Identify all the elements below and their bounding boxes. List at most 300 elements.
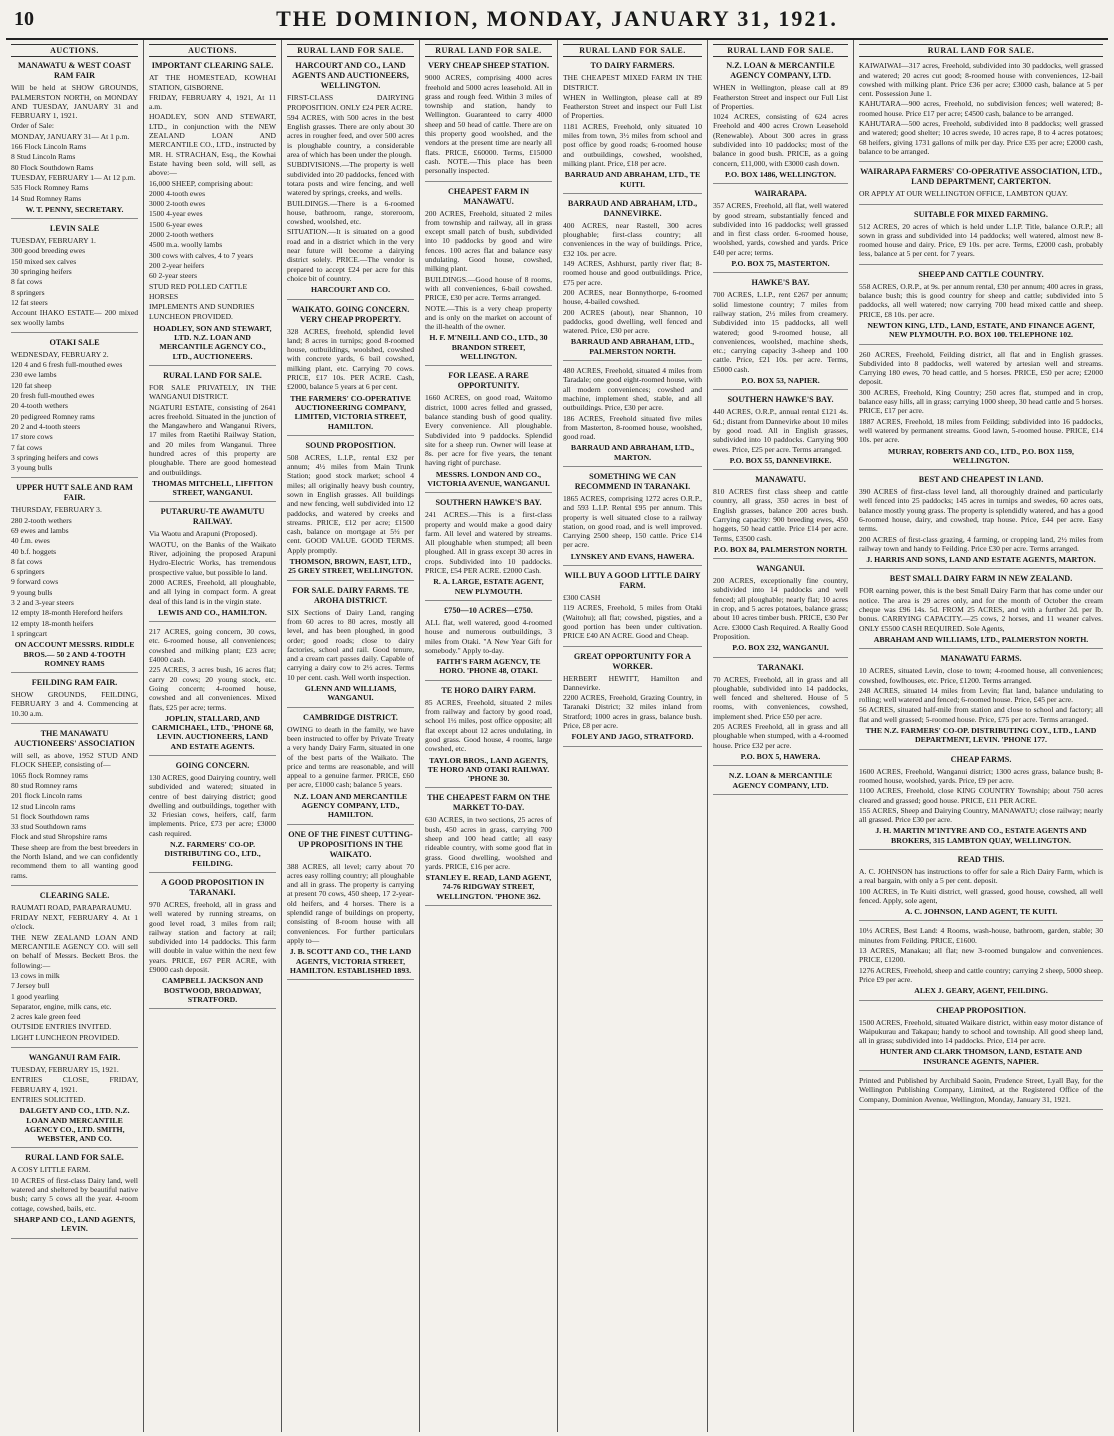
ad-line: 1600 ACRES, Freehold, Wanganui district; 1300 acres grass, balance bush; 8-roomed house, woolshed, yards. Price, £9 per acre. <box>859 766 1103 785</box>
ad-line: 3 young bulls <box>11 463 53 473</box>
column-1 <box>6 40 144 1432</box>
ad-line: 1 good yearling <box>11 991 59 1001</box>
ad-line: HORSES <box>149 291 179 301</box>
ad-line: 51 flock Southdown rams <box>11 811 90 821</box>
ad-line: 149 ACRES, Ashhurst, partly river flat; 8-roomed house and good outbuildings. Price, £75 per acre. <box>563 259 702 287</box>
advertisement <box>713 61 848 184</box>
ad-line: 357 ACRES, Freehold, all flat, well watered by good stream, substantially fenced and subdivided into 16 paddocks; well grassed and in first class order. 6-roomed house, woolshed, yards, cowshed and yards. Price £40 per acre; terms. <box>713 201 848 257</box>
ad-line: 630 ACRES, in two sections, 25 acres of bush, 450 acres in grass, carrying 700 sheep and 100 head cattle; all easy rideable country, with some good flat in grass. Good dwelling, woolshed and yards. PRICE, £16 per acre. <box>425 815 552 871</box>
ad-heading: HARCOURT AND CO., LAND AGENTS AND AUCTIONEERS, WELLINGTON. <box>292 61 409 91</box>
ad-line: KAIWAIWAI—317 acres, Freehold, subdivided into 30 paddocks, well grassed and watered; 20 acres cut good; 8-roomed house with conveniences, 12-bail cowshed with milking plant. Price £36 per acre; £3000 cash, balance at 5 per cent. Possession June 1. <box>859 61 1103 99</box>
advertisement <box>11 678 138 724</box>
ad-line: 80 Flock Southdown Rams <box>11 162 94 172</box>
advertisement <box>859 350 1103 471</box>
ad-line: ALL flat, well watered, good 4-roomed house and numerous outbuildings, 3 miles from Otaki. "A New Year Gift for somebody." Apply to-day. <box>425 617 552 655</box>
ad-heading: THE MANAWATU AUCTIONEERS' ASSOCIATION <box>14 729 135 749</box>
ad-line: A COSY LITTLE FARM. <box>11 1165 91 1175</box>
column-5 <box>558 40 708 1432</box>
ad-line: RAUMATI ROAD, PARAPARAUMU. <box>11 902 132 912</box>
ad-line: 1500 ACRES, Freehold, situated Waikare district, within easy motor distance of Waipukurau and Takapau; handy to school and township. All good sheep land, all in grass; subdivided into 14 paddocks. Price, £14 per acre. <box>859 1017 1103 1046</box>
advertisement <box>859 1006 1103 1071</box>
ad-line: 150 mixed sex calves <box>11 256 77 266</box>
ad-agent: P.O. BOX 55, DANNEVIRKE. <box>729 455 832 465</box>
ad-line: 40 f.m. ewes <box>11 536 50 546</box>
ad-heading: LEVIN SALE <box>49 224 100 234</box>
advertisement <box>563 199 702 361</box>
ad-line: 200 ACRES (about), near Shannon, 10 paddocks, good dwelling, well fenced and watered. Price, £30 per acre. <box>563 307 702 336</box>
ad-line: 508 ACRES, L.I.P., rental £32 per annum; 4½ miles from Main Trunk Station; good stock market; school 4 miles; all originally heavy bush country, sown in English grasses. All buildings and new fencing, well subdivided into 12 paddocks, and watered by creeks and streams. PRICE, £12 per acre; £1500 cash, balance on mortgage at 5½ per cent. GOOD VALUE. GOOD TERMS. Apply promptly. <box>287 452 414 555</box>
ad-heading: TE HORO DAIRY FARM. <box>441 685 536 695</box>
advertisement <box>425 793 552 906</box>
ad-line: 200 ACRES, Freehold, situated 2 miles from township and railway, all in grass except small patch of bush, subdivided into 10 paddocks by good and wire fences. 100 acres flat and balance easy undulating. Good house, cowshed, milking plant. <box>425 208 552 274</box>
ad-line: 328 ACRES, freehold, splendid level land; 8 acres in turnips; good 8-roomed house, outbuildings, woolshed, cowshed with concrete yards, 6 bail cowshed, milking plant, etc. Carrying 70 cows. PRICE, £17 10s. PER ACRE. Cash, £2000, balance 5 years at 6 per cent. <box>287 326 414 392</box>
ad-heading: WILL BUY A GOOD LITTLE DAIRY FARM. <box>564 571 701 591</box>
ad-line: ENTRIES SOLICITED. <box>11 1094 86 1104</box>
ad-line: 200 ACRES of first-class grazing, 4 farming, or cropping land, 2½ miles from railway town and handy to Feilding. Price £30 per acre. Terms arranged. <box>859 534 1103 553</box>
ad-heading: HAWKE'S BAY. <box>751 278 810 288</box>
ad-line: 2 acres kale green feed <box>11 1012 81 1022</box>
advertisement <box>425 686 552 789</box>
ad-agent: P.O. BOX 1486, WELLINGTON. <box>725 169 836 179</box>
ad-line: 1660 ACRES, on good road, Waitomo district, 1000 acres felled and grassed, balance standing bush of good quality. Every convenience. All ploughable. Subdivided into 9 paddocks. Splendid site for a sheep run. Owner will lease at 8s. per acre for five years, the tenant having right of purchase. <box>425 393 552 468</box>
page-title: THE DOMINION, MONDAY, JANUARY 31, 1921. <box>276 6 838 31</box>
ad-heading: BEST SMALL DAIRY FARM IN NEW ZEALAND. <box>889 574 1073 584</box>
advertisement <box>149 627 276 756</box>
ad-heading: A GOOD PROPOSITION IN TARANAKI. <box>160 877 265 897</box>
ad-line: 480 ACRES, Freehold, situated 4 miles from Taradale; one good eight-roomed house, with all modern conveniences; cowshed and machine, implement shed, stable, and all outbuildings. Price, £30 per acre. <box>563 366 702 413</box>
ad-heading: READ THIS. <box>957 855 1005 864</box>
ad-line: 12 fat steers <box>11 297 48 307</box>
ad-heading: VERY CHEAP SHEEP STATION. <box>427 61 550 71</box>
column-2 <box>144 40 282 1432</box>
advertisement <box>859 167 1103 204</box>
ad-line: 80 stud Romney rams <box>11 780 78 790</box>
ad-line: OWING to death in the family, we have been instructed to offer by Private Treaty a very handy Dairy Farm, situated in one of the best parts of the Waikato. The price and terms are reasonable, and will appeal to a genuine farmer. PRICE, £60 per acre, £1000 cash; balance 5 years. <box>287 724 414 790</box>
advertisement <box>11 1053 138 1148</box>
ad-heading: ONE OF THE FINEST CUTTING-UP PROPOSITIONS IN THE WAIKATO. <box>288 829 413 859</box>
advertisement <box>11 729 138 886</box>
ad-line: SHOW GROUNDS, FEILDING, FEBRUARY 3 and 4. Commencing at 10.30 a.m. <box>11 690 138 718</box>
advertisement <box>425 606 552 681</box>
ad-line: 7 Jersey bull <box>11 981 50 991</box>
advertisement <box>425 498 552 601</box>
advertisement <box>287 305 414 436</box>
ad-heading: TARANAKI. <box>757 662 804 672</box>
advertisement <box>149 61 276 366</box>
ad-agent: P.O. BOX 75, MASTERTON. <box>731 259 830 269</box>
ad-line: LIGHT LUNCHEON PROVIDED. <box>11 1032 120 1042</box>
ad-heading: WAIRARAPA FARMERS' CO-OPERATIVE ASSOCIATION, LTD., LAND DEPARTMENT, CARTERTON. <box>860 167 1102 187</box>
ad-line: 13 ACRES, Manakau; all flat; new 3-roomed bungalow and conveniences. PRICE, £1200. <box>859 946 1103 965</box>
advertisement <box>713 564 848 657</box>
ad-line: IMPLEMENTS AND SUNDRIES <box>149 302 255 312</box>
ad-line: FOR SALE PRIVATELY, IN THE WANGANUI DISTRICT. <box>149 382 276 402</box>
ad-agent: R. A. LARGE, ESTATE AGENT, NEW PLYMOUTH. <box>433 577 544 596</box>
ad-line: 1887 ACRES, Freehold, 18 miles from Feilding; subdivided into 16 paddocks, well watered by permanent streams. Good lawn, 5-roomed house. PRICE, £14 10s. per acre. <box>859 416 1103 445</box>
advertisement <box>287 713 414 825</box>
section-heading: AUCTIONS. <box>149 44 276 57</box>
ad-line: 558 ACRES, O.R.P., at 9s. per annum rental, £30 per annum; 400 acres in grass, balance bush; this is good country for sheep and cattle; subdivided into 5 paddocks, all well watered; now carrying 700 head mixed cattle and sheep. PRICE, £8 10s. per acre. <box>859 281 1103 319</box>
ad-line: FOR earning power, this is the best Small Dairy Farm that has come under our notice. The area is 29 acres only, and for the month of October the cream cheque was £96 14s. 5d. FROM 25 ACRES, and with a further 2d. per lb. bonus. CARRYING CAPACITY.—25 cows, 2 horses, and 11 weaner calves. ONLY £5500 CASH REQUIRED. Sole Agents, <box>859 586 1103 633</box>
ad-line: 10 ACRES of first-class Dairy land, well watered and sheltered by beautiful native bush; carry 5 cows all the year. 4-room cottage, cowshed, bails, etc. <box>11 1175 138 1213</box>
ad-agent: HOADLEY, SON AND STEWART, LTD. N.Z. LOAN AND MERCANTILE AGENCY CO., LTD., AUCTIONEERS. <box>153 323 272 361</box>
ad-heading: CHEAPEST FARM IN MANAWATU. <box>447 186 530 206</box>
ad-line: HOADLEY, SON AND STEWART, LTD., in conjunction with the NEW ZEALAND LOAN AND MERCANTILE CO., LTD., instructed by MR. H. STRACHAN, Esq., the Kowhai Estate having been sold, will sell, as above:— <box>149 112 276 178</box>
ad-heading: SOUTHERN HAWKE'S BAY. <box>727 395 834 405</box>
ad-line: 14 Stud Romney Rams <box>11 193 82 203</box>
advertisement <box>713 475 848 559</box>
ad-line: 9000 ACRES, comprising 4000 acres freehold and 5000 acres leasehold. All in grass and rough feed. Within 3 miles of township and station, handy to Wellington. Guaranteed to carry 4000 sheep and 50 head of cattle. There are on this property good woolshed, and the vendors at the present time are nearly all flats. PRICE, £60000. Terms, £15000 cash. NOTE.—This place has been personally inspected. <box>425 73 552 176</box>
ad-line: 970 ACRES, freehold, all in grass and well watered by running streams, on good level road, 3 miles from rail; railway station and factory at rail; subdivided into 14 paddocks. This farm will double in value within the next few years. PRICE, £67 PER ACRE, with £9000 cash deposit. <box>149 899 276 975</box>
ad-line: 201 flock Lincoln rams <box>11 791 83 801</box>
ad-line: 594 ACRES, with 500 acres in the best English grasses. There are only about 30 acres in rougher feed, and over 500 acres is ploughable country, a considerable area of which has been under the plough. <box>287 112 414 160</box>
ad-line: 390 ACRES of first-class level land, all thoroughly drained and particularly well fenced into 25 paddocks; 145 acres in turnips and swedes, 60 acres oats, balance mostly young grass. The property is splendidly watered, and has a good 6-roomed house, dairy, and cowshed, trap house. Price, £44 per acre. Easy terms. <box>859 487 1103 534</box>
ad-line: SUBDIVISIONS.—The property is well subdivided into 20 paddocks, fenced with totara posts and wire fencing, and well watered by springs, creeks, and wells. <box>287 160 414 198</box>
section-heading: AUCTIONS. <box>11 44 138 57</box>
ad-heading: MANAWATU & WEST COAST RAM FAIR <box>17 61 132 81</box>
ad-line: 400 ACRES, near Rastell, 300 acres ploughable; first-class country; all conveniences in the way of buildings. Price, £32 10s. per acre. <box>563 220 702 258</box>
ad-agent: N.Z. LOAN AND MERCANTILE AGENCY COMPANY, LTD., HAMILTON. <box>293 791 408 820</box>
advertisement <box>563 571 702 646</box>
ad-line: TUESDAY, FEBRUARY 1. <box>11 236 96 246</box>
ad-agent: BARRAUD AND ABRAHAM, LTD., TE KUITI. <box>564 170 701 189</box>
ad-line: 30 springing heifers <box>11 267 72 277</box>
ad-agent: SHARP AND CO., LAND AGENTS, LEVIN. <box>13 1214 136 1234</box>
ad-agent: W. T. PENNY, SECRETARY. <box>25 204 124 214</box>
advertisement <box>563 366 702 467</box>
ad-line: 119 ACRES, Freehold, 5 miles from Otaki (Waitohu); all flat; cowshed, pigsties, and a good portion has been under cultivation. PRICE £40 AN ACRE. Good and Cheap. <box>563 603 702 641</box>
ad-line: Order of Sale: <box>11 121 55 131</box>
ad-line: 3 2 and 3-year steers <box>11 598 74 608</box>
ad-agent: P.O. BOX 53, NAPIER. <box>741 376 820 386</box>
ad-heading: IMPORTANT CLEARING SALE. <box>151 61 274 71</box>
ad-line: Printed and Published by Archibald Saoin, Prudence Street, Lyall Bay, for the Wellington Publishing Company, Limited, at the Registered Office of the Company, Dominion Avenue, Wellington, Monday, January 31, 1921. <box>859 1076 1103 1104</box>
ad-line: FRIDAY, FEBRUARY 4, 1921, At 11 a.m. <box>149 92 276 112</box>
ad-line: 248 ACRES, situated 14 miles from Levin; flat land, balance undulating to rolling; well watered and fenced; 6-roomed house. Price, £45 per acre. <box>859 685 1103 705</box>
column-3 <box>282 40 420 1432</box>
ad-line: 186 ACRES, Freehold situated five miles from Masterton, 8-roomed house, woolshed, good road. <box>563 413 702 442</box>
advertisement <box>287 61 414 299</box>
ad-line: 10 ACRES, situated Levin, close to town; 4-roomed house, all conveniences; cowshed, fowlhouses, etc. Price, £1200. Terms arranged. <box>859 666 1103 685</box>
section-heading: RURAL LAND FOR SALE. <box>713 44 848 57</box>
advertisement <box>563 652 702 747</box>
ad-line: 200 2-year heifers <box>149 260 205 270</box>
ad-line: will sell, as above, 1952 STUD AND FLOCK SHEEP, consisting of— <box>11 751 138 770</box>
ad-line: TUESDAY, FEBRUARY 1— At 12 p.m. <box>11 172 136 182</box>
ad-agent: P.O. BOX 84, PALMERSTON NORTH. <box>713 544 847 554</box>
ad-agent: J. B. SCOTT AND CO., THE LAND AGENTS, VICTORIA STREET, HAMILTON. ESTABLISHED 1893. <box>289 947 412 975</box>
advertisement <box>859 210 1103 265</box>
ad-line: 9 forward cows <box>11 577 59 587</box>
ad-heading: WAIRARAPA. <box>754 189 807 199</box>
section-heading: RURAL LAND FOR SALE. <box>859 44 1103 57</box>
ad-agent: BARRAUD AND ABRAHAM, LTD., PALMERSTON NORTH. <box>570 337 695 356</box>
ad-heading: SHEEP AND CATTLE COUNTRY. <box>918 269 1044 279</box>
ad-line: 85 ACRES, Freehold, situated 2 miles from railway and factory by good road, school 1½ miles, post office opposite; all flat except about 12 acres undulating, in good grass. Good house, 4 rooms, large cowshed, etc. <box>425 697 552 754</box>
ad-line: 1024 ACRES, consisting of 624 acres Freehold and 400 acres Crown Leasehold (Renewable). About 300 acres in grass subdivided into 10 paddocks; most of the balance in good bush. PRICE, as a going concern, £11,000, with £3000 cash down. <box>713 112 848 168</box>
advertisement <box>11 338 138 479</box>
advertisement <box>859 475 1103 569</box>
columns <box>6 40 1108 1432</box>
ad-agent: THOMSON, BROWN, EAST, LTD., 25 GREY STREET, WELLINGTON. <box>288 557 413 576</box>
advertisement <box>713 663 848 767</box>
ad-line: 200 ACRES, near Bonnythorpe, 6-roomed house, 4-bailed cowshed. <box>563 287 702 307</box>
advertisement <box>149 507 276 622</box>
ad-heading: RURAL LAND FOR SALE. <box>163 370 262 380</box>
ad-line: BUILDINGS.—Good house of 8 rooms, with all conveniences, 6-bail cowshed. PRICE, £30 per acre. Terms arranged. <box>425 274 552 303</box>
ad-agent: CAMPBELL JACKSON AND BOSTWOOD, BROADWAY, STRATFORD. <box>161 976 264 1004</box>
ad-line: THURSDAY, FEBRUARY 3. <box>11 505 102 515</box>
ad-line: SIX Sections of Dairy Land, ranging from 60 acres to 80 acres, mostly all level, and has been ploughed, in good order; good roads; close to dairy factories, school and rail. Good tenure, and a cream cart passes daily. Capable of carrying a dairy cow to 2½ acres. Terms 10 per cent. cash. Well worth inspection. <box>287 607 414 682</box>
advertisement <box>11 1153 138 1238</box>
ad-line: 70 ACRES, Freehold, all in grass and all ploughable, subdivided into 14 paddocks, well fenced and sheltered. House of 5 rooms, with conveniences, cowshed, implement shed. Price £50 per acre. <box>713 674 848 721</box>
ad-line: Via Waotu and Arapuni (Proposed). <box>149 529 258 539</box>
ad-agent: N.Z. LOAN & MERCANTILE AGENCY COMPANY, LTD. <box>728 771 833 790</box>
ad-agent: THE N.Z. FARMERS' CO-OP. DISTRIBUTING COY., LTD., LAND DEPARTMENT, LEVIN. 'PHONE 177. <box>865 726 1097 745</box>
ad-heading: WANGANUI RAM FAIR. <box>28 1053 121 1063</box>
ad-line: 20 2 and 4-tooth steers <box>11 421 81 431</box>
advertisement <box>859 755 1103 850</box>
ad-line: FIRST-CLASS DAIRYING PROPOSITION. ONLY £24 PER ACRE. <box>287 93 414 112</box>
column-7 <box>854 40 1108 1432</box>
ad-heading: RURAL LAND FOR SALE. <box>25 1153 124 1163</box>
ad-line: 535 Flock Romney Rams <box>11 183 89 193</box>
ad-line: 9 young bulls <box>11 587 53 597</box>
ad-line: LUNCHEON PROVIDED. <box>149 312 233 322</box>
ad-line: 12 empty 18-month heifers <box>11 618 94 628</box>
masthead <box>6 0 1108 40</box>
ad-line: AT THE HOMESTEAD, KOWHAI STATION, GISBORNE. <box>149 73 276 92</box>
ad-heading: CAMBRIDGE DISTRICT. <box>303 712 398 722</box>
ad-agent: MURRAY, ROBERTS AND CO., LTD., P.O. BOX 1159, WELLINGTON. <box>888 446 1074 465</box>
ad-agent: LEWIS AND CO., HAMILTON. <box>158 607 267 617</box>
ad-line: 2200 ACRES, Freehold, Grazing Country, in Taranaki District; 32 miles inland from Stratford; 1000 acres in grass, balance bush. Price, £8 per acre. <box>563 693 702 731</box>
ad-line: 120 4 and 6 fresh full-mouthed ewes <box>11 360 123 370</box>
ad-heading: WAIKATO. GOING CONCERN. VERY CHEAP PROPERTY. <box>291 304 410 324</box>
ad-line: 700 ACRES, L.I.P., rent £267 per annum; solid limestone country; 7 miles from railway station, 2½ miles from creamery. Subdivided into 15 paddocks, all well watered; good 9-roomed house, all conveniences, woolshed, machine sheds, etc.; carrying capacity 3-sheep and 100 cattle. Price, £21 10s. per acre. Terms, £5000 cash. <box>713 290 848 374</box>
ad-agent: FAITH'S FARM AGENCY, TE HORO. 'PHONE 48, OTAKI. <box>436 657 541 676</box>
ad-line: Will be held at SHOW GROUNDS, PALMERSTON NORTH, on MONDAY AND TUESDAY, JANUARY 31 and FEBRUARY 1, 1921. <box>11 83 138 121</box>
ad-line: 3000 2-tooth ewes <box>149 199 206 209</box>
advertisement <box>859 855 1103 921</box>
ad-line: 1500 4-year ewes <box>149 209 203 219</box>
ad-line: 12 stud Lincoln rams <box>11 801 76 811</box>
ad-line: 130 ACRES, good Dairying country, well subdivided and watered; situated in centre of best dairying district; good dwelling and outbuildings, together with 32 Friesian cows, heifers, calf, farm implements. Price, £73 per acre; £3000 cash required. <box>149 773 276 838</box>
ad-agent: P.O. BOX 232, WANGANUI. <box>732 643 829 653</box>
ad-agent: J. H. MARTIN M'INTYRE AND CO., ESTATE AGENTS AND BROKERS, 315 LAMBTON QUAY, WELLINGTON. <box>875 826 1087 845</box>
ad-agent: HARCOURT AND CO. <box>310 285 391 295</box>
ad-heading: BARRAUD AND ABRAHAM, LTD., DANNEVIRKE. <box>567 198 698 218</box>
ad-heading: PUTARURU-TE AWAMUTU RAILWAY. <box>160 507 265 527</box>
ad-line: 4500 m.a. woolly lambs <box>149 240 223 250</box>
advertisement <box>563 472 702 566</box>
ad-agent: ALEX J. GEARY, AGENT, FEILDING. <box>914 986 1048 996</box>
advertisement <box>713 189 848 273</box>
ad-line: 12 empty 18-month Hereford heifers <box>11 608 123 618</box>
ad-line: 56 ACRES, situated half-mile from station and close to school and factory; all flat and well grassed; 5-roomed house. Price, £75 per acre. Terms arranged. <box>859 705 1103 724</box>
ad-heading: OTAKI SALE <box>49 337 100 347</box>
ad-agent: A. C. JOHNSON, LAND AGENT, TE KUITI. <box>904 907 1058 917</box>
ad-line: 20 fresh full-mouthed ewes <box>11 391 95 401</box>
ad-agent: STANLEY E. READ, LAND AGENT, 74-76 RIDGWAY STREET, WELLINGTON. 'PHONE 362. <box>425 873 552 901</box>
ad-agent: P.O. BOX 5, HAWERA. <box>740 751 821 761</box>
ad-heading: GREAT OPPORTUNITY FOR A WORKER. <box>573 651 692 671</box>
advertisement <box>425 187 552 367</box>
ad-line: 2000 2-tooth wethers <box>149 230 214 240</box>
ad-line: 8 fat cows <box>11 277 43 287</box>
ad-line: 3 springing heifers and cows <box>11 452 99 462</box>
ad-agent: DALGETY AND CO., LTD. N.Z. LOAN AND MERCANTILE AGENCY CO., LTD. SMITH, WEBSTER, AND CO. <box>19 1106 130 1144</box>
ad-line: 120 fat sheep <box>11 380 52 390</box>
column-6 <box>708 40 854 1432</box>
ad-line: 200 ACRES, exceptionally fine country, subdivided into 14 paddocks and well fenced; all ploughable; nearly flat; 10 acres in crop, and 5 acres potatoes, balance grass; about 10 acres timber bush. PRICE, £30 Per Acre. £3000 Cash Required. A Really Good Proposition. <box>713 576 848 641</box>
advertisement <box>859 270 1103 345</box>
advertisement <box>11 61 138 219</box>
ad-agent: LYNSKEY AND EVANS, HAWERA. <box>570 551 695 561</box>
ad-line: 2000 ACRES, Freehold, all ploughable, and all lying in compact form. A great deal of this land is in the virgin state. <box>149 577 276 606</box>
ad-agent: HUNTER AND CLARK THOMSON, LAND, ESTATE AND INSURANCE AGENTS, NAPIER. <box>879 1047 1083 1066</box>
ad-line: 10½ ACRES, Best Land: 4 Rooms, wash-house, bathroom, garden, stable; 30 minutes from Feilding. PRICE, £1600. <box>859 926 1103 945</box>
ad-heading: SOUTHERN HAWKE'S BAY. <box>435 498 542 508</box>
ad-line: 155 ACRES, Sheep and Dairying Country, MANAWATU; close railway; nearly all grassed. Price £30 per acre. <box>859 805 1103 825</box>
ad-agent: ABRAHAM AND WILLIAMS, LTD., PALMERSTON NORTH. <box>873 634 1089 644</box>
ad-line: A. C. JOHNSON has instructions to offer for sale a Rich Dairy Farm, which is a real bargain, with only a 5 per cent. deposit. <box>859 867 1103 886</box>
ad-line: 8 Stud Lincoln Rams <box>11 152 76 162</box>
advertisement <box>149 761 276 873</box>
advertisement <box>859 574 1103 649</box>
ad-agent: THOMAS MITCHELL, LIFFITON STREET, WANGANUI. <box>152 478 273 498</box>
ad-line: WHEN in Wellington, please call at 89 Featherston Street and inspect our Full List of Properties. <box>713 83 848 111</box>
ad-line: THE CHEAPEST MIXED FARM IN THE DISTRICT. <box>563 73 702 92</box>
ad-line: FRIDAY NEXT, FEBRUARY 4. At 1 o'clock. <box>11 913 138 932</box>
ad-heading: SOUND PROPOSITION. <box>305 440 396 450</box>
ad-line: 440 ACRES, O.R.P., annual rental £121 4s. 6d.; distant from Dannevirke about 10 miles by good road. All in English grasses, subdivided into 10 paddocks. Carrying 900 ewes. Price, £25 per acre. Terms arranged. <box>713 407 848 454</box>
ad-line: MONDAY, JANUARY 31— At 1 p.m. <box>11 131 130 141</box>
ad-agent: BARRAUD AND ABRAHAM, LTD., MARTON. <box>570 443 695 462</box>
ad-heading: CLEARING SALE. <box>39 890 110 900</box>
ad-line: Separator, engine, milk cans, etc. <box>11 1001 112 1011</box>
ad-line: HERBERT HEWITT, Hamilton and Dannevirke. <box>563 673 702 692</box>
page-number: 10 <box>14 7 34 30</box>
ad-line: 166 Flock Lincoln Rams <box>11 142 87 152</box>
section-heading: RURAL LAND FOR SALE. <box>563 44 702 57</box>
ad-line: 1276 ACRES, Freehold, sheep and cattle country; carrying 2 sheep, 5000 sheep. Price £9 per acre. <box>859 965 1103 984</box>
ad-line: 300 cows with calves, 4 to 7 years <box>149 250 254 260</box>
ad-line: BUILDINGS.—There is a 6-roomed house, bathroom, range, storeroom, cowshed, woolshed, etc. <box>287 198 414 227</box>
ad-line: 69 ewes and lambs <box>11 525 69 535</box>
ad-agent: THE FARMERS' CO-OPERATIVE AUCTIONEERING COMPANY, LIMITED, VICTORIA STREET, HAMILTON. <box>290 393 411 431</box>
ad-line: 300 good breeding ewes <box>11 246 86 256</box>
advertisement <box>713 395 848 470</box>
advertisement <box>287 586 414 708</box>
ad-heading: £750—10 ACRES—£750. <box>444 605 533 615</box>
ad-agent: TAYLOR BROS., LAND AGENTS, TE HORO AND OTAKI RAILWAY. 'PHONE 30. <box>427 755 550 784</box>
advertisement <box>563 61 702 194</box>
ad-heading: CHEAP PROPOSITION. <box>936 1005 1026 1015</box>
ad-line: 260 ACRES, Freehold, Feilding district, all flat and in English grasses. Subdivided into 8 paddocks, well watered by artesian well and streams. Carrying 180 ewes, 70 head cattle, and 5 horses. PRICE, £50 per acre; £2000 deposit. <box>859 349 1103 387</box>
ad-line: THE NEW ZEALAND LOAN AND MERCANTILE AGENCY CO. will sell on behalf of Messrs. Beckett Bros. the following:— <box>11 932 138 970</box>
ad-line: 6 springers <box>11 567 45 577</box>
ad-heading: SUITABLE FOR MIXED FARMING. <box>914 209 1048 219</box>
ad-heading: UPPER HUTT SALE AND RAM FAIR. <box>16 483 133 503</box>
ad-heading: MANAWATU. <box>755 475 806 485</box>
ad-line: KAHUTARA—900 acres, Freehold, no subdivision fences; well watered; 8-roomed house. Price £17 per acre; £4500 cash, balance to be arranged. <box>859 99 1103 118</box>
advertisement <box>859 654 1103 749</box>
ad-agent: N.Z. FARMERS' CO-OP. DISTRIBUTING CO., LTD., FEILDING. <box>164 840 261 868</box>
ad-heading: FEILDING RAM FAIR. <box>31 678 118 688</box>
ad-line: NGATURI ESTATE, consisting of 2641 acres freehold. Situated in the junction of the Mangawhero and Wanganui Rivers, 17 miles from Raetihi Railway Station, and 20 miles from Wanganui. Three hundred acres of this property are ploughable. There are good homestead and outbuildings. <box>149 402 276 477</box>
ad-line: 7 fat cows <box>11 442 43 452</box>
column-4 <box>420 40 558 1432</box>
ad-heading: GOING CONCERN. <box>175 761 250 770</box>
ad-line: 1 springcart <box>11 628 48 638</box>
ad-line: 60 2-year steers <box>149 271 198 281</box>
ad-line: 1500 6-year ewes <box>149 219 203 229</box>
ad-line: 810 ACRES first class sheep and cattle country, all grass, 350 acres in best of English grasses, balance 200 acres bush. Carrying capacity: 900 breeding ewes, 450 hoggets, 50 head cattle. Price £14 per acre. Terms, £3500 cash. <box>713 487 848 543</box>
ad-line: 33 stud Southdown rams <box>11 822 87 832</box>
ad-line: 20 4-tooth wethers <box>11 401 68 411</box>
ad-line: 512 ACRES, 20 acres of which is held under L.I.P. Title, balance O.R.P.; all sown in grass and subdivided into 14 paddocks; well watered, almost new 8-roomed house and dairy. Price, £9 10s. per acre. Terms, £2000 cash, probably less, balance at 5 per cent. for 7 years. <box>859 221 1103 259</box>
ad-line: 40 b.f. hoggets <box>11 546 57 556</box>
ad-line: 13 cows in milk <box>11 970 60 980</box>
ad-heading: BEST AND CHEAPEST IN LAND. <box>918 475 1044 485</box>
ad-agent: H. F. M'NEILL AND CO., LTD., 30 BRANDON STREET, WELLINGTON. <box>429 333 548 362</box>
ad-line: 1865 ACRES, comprising 1272 acres O.R.P., and 593 L.I.P. Rental £95 per annum. This property is well situated close to a railway station, on good road, and is well improved. Carrying 2500 sheep, 150 cattle. Price £14 per acre. <box>563 493 702 550</box>
ad-line: 388 ACRES, all level; carry about 70 acres easy rolling country; all ploughable and all in grass. The property is carrying at present 70 cows, 450 sheep, 17 2-year-old heifers, and 4 horses. There is a splendid range of buildings on property, consisting of 8-room house with all conveniences. For further particulars apply to— <box>287 861 414 945</box>
ad-agent: NEWTON KING, LTD., LAND, ESTATE, AND FINANCE AGENT, NEW PLYMOUTH. P.O. BOX 100. TELEPHONE 102. <box>867 320 1095 340</box>
ad-heading: SOMETHING WE CAN RECOMMEND IN TARANAKI. <box>574 471 691 491</box>
ad-line: £300 CASH <box>563 593 601 603</box>
advertisement <box>149 371 276 503</box>
ad-line: ENTRIES CLOSE, FRIDAY, FEBRUARY 4, 1921. <box>11 1075 138 1094</box>
ad-line: 205 ACRES Freehold, all in grass and all ploughable when stumped, with a 4-roomed house. Price £32 per acre. <box>713 722 848 750</box>
advertisement <box>149 878 276 1009</box>
ad-line: 1181 ACRES, Freehold, only situated 10 miles from town, 3½ miles from school and post office by good roads; 6-roomed house and outbuildings, cowshed, woolshed, milking plant. Price, £18 per acre. <box>563 121 702 168</box>
advertisement <box>287 830 414 981</box>
ad-heading: FOR LEASE. A RARE OPPORTUNITY. <box>448 371 529 391</box>
ad-line: Flock and stud Shropshire rams <box>11 832 108 842</box>
advertisement <box>11 891 138 1048</box>
advertisement <box>425 371 552 493</box>
ad-line: OUTSIDE ENTRIES INVITED. <box>11 1022 112 1032</box>
advertisement <box>859 61 1103 162</box>
advertisement <box>287 441 414 581</box>
ad-line: 1065 flock Romney rams <box>11 770 88 780</box>
ad-heading: CHEAP FARMS. <box>950 754 1012 764</box>
ad-agent: GLENN AND WILLIAMS, WANGANUI. <box>304 684 397 703</box>
ad-heading: MANAWATU FARMS. <box>940 654 1022 664</box>
advertisement <box>11 224 138 333</box>
ad-heading: FOR SALE. DAIRY FARMS. TE AROHA DISTRICT. <box>292 585 409 605</box>
ad-line: WAOTU, on the Banks of the Waikato River, adjoining the proposed Arapuni Hydro-Electric Works, has tremendous prospective value, but possible lo land. <box>149 539 276 577</box>
ad-line: WHEN in Wellington, please call at 89 Featherston Street and inspect our Full List of Properties. <box>563 92 702 121</box>
ad-line: 8 fat cows <box>11 556 43 566</box>
ad-line: 225 ACRES, 3 acres bush, 16 acres flat; carry 20 cows; 20 young stock, etc. Going concern; 4-roomed house, cowshed and all conveniences. Mixed flats, £25 per acre; terms. <box>149 665 276 712</box>
ad-line: 1100 ACRES, Freehold, close KING COUNTRY Township; about 750 acres cleared and grassed; good house. PRICE, £11 PER ACRE. <box>859 786 1103 805</box>
ad-agent: MESSRS. LONDON AND CO., VICTORIA AVENUE, WANGANUI. <box>427 469 550 488</box>
advertisement <box>859 926 1103 1000</box>
advertisement <box>713 278 848 390</box>
ad-heading: THE CHEAPEST FARM ON THE MARKET TO-DAY. <box>427 793 550 813</box>
ad-line: NOTE.—This is a very cheap property and is only on the market on account of the ill-health of the owner. <box>425 303 552 332</box>
ad-heading: N.Z. LOAN & MERCANTILE AGENCY COMPANY, LTD. <box>726 61 835 81</box>
section-heading: RURAL LAND FOR SALE. <box>425 44 552 57</box>
ad-line: OR APPLY AT OUR WELLINGTON OFFICE, LAMBTON QUAY. <box>859 189 1068 199</box>
ad-line: 8 springers <box>11 287 45 297</box>
ad-line: 17 store cows <box>11 432 53 442</box>
advertisement <box>425 61 552 181</box>
ad-heading: WANGANUI. <box>756 564 805 574</box>
